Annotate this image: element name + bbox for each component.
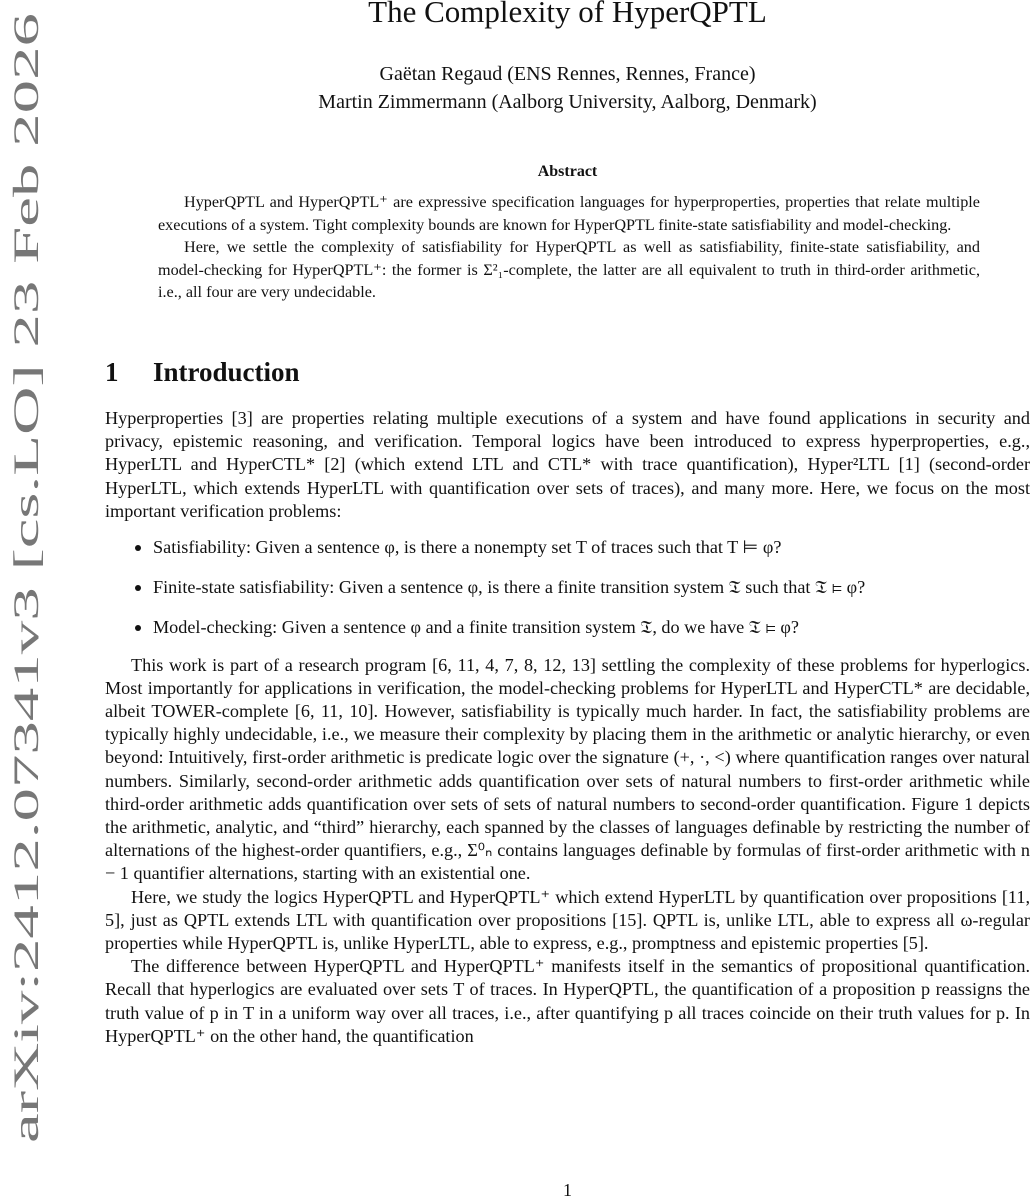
list-item-text: Model-checking: Given a sentence φ and a finite transition system 𝔗, do we have 𝔗 ⊨ φ? [153,617,799,638]
list-item [105,536,1030,559]
bullet-icon [135,625,141,631]
section-number: 1 [105,357,119,387]
problem-list [105,536,1030,640]
body-paragraph: Here, we study the logics HyperQPTL and HyperQPTL⁺ which extend HyperLTL by quantification over propositions [11, 5], just as QPTL extends LTL with quantification over propositions [15]. QPTL is, unlike LTL, able to express all ω-regular properties while HyperQPTL is, unlike HyperLTL, able to express, e.g., promptness and epistemic properties [5]. [105,886,1030,954]
list-item-text: Satisfiability: Given a sentence φ, is there a nonempty set T of traces such that T ⊨ φ? [153,537,782,558]
section-title: Introduction [153,357,300,387]
abstract-paragraph: HyperQPTL and HyperQPTL⁺ are expressive specification languages for hyperproperties, properties that relate multiple executions of a system. Tight complexity bounds are known for HyperQPTL finite-state satisfiability and model-checking. [158,193,980,234]
section-heading [105,357,1030,388]
author-line: Martin Zimmermann (Aalborg University, Aalborg, Denmark) [318,91,817,113]
arxiv-stamp-text: arXiv:2412.07341v3 [cs.LO] 23 Feb 2026 [6,535,46,1143]
list-item [105,616,1030,639]
list-item [105,576,1030,599]
arxiv-stamp-svg [4,0,48,1200]
body-paragraph: This work is part of a research program [6, 11, 4, 7, 8, 12, 13] settling the complexity of these problems for hyperlogics. Most importantly for applications in verification, the model-checking problems for HyperLTL and HyperCTL* are decidable, albeit TOWER-complete [6, 11, 10]. However, satisfiability is typically much harder. In fact, the satisfiability problems are typically highly undecidable, i.e., we measure their complexity by placing them in the arithmetic or analytic hierarchy, or even beyond: Intuitively, first-order arithmetic is predicate logic over the signature (+, ·, <) where quantification ranges over natural numbers. Similarly, second-order arithmetic adds quantification over sets of natural numbers to first-order arithmetic while third-order arithmetic adds quantification over sets of sets of natural numbers to second-order quantification. Figure 1 depicts the arithmetic, analytic, and “third” hierarchy, each spanned by the classes of languages definable by restricting the number of alternations of the highest-order quantifiers, e.g., Σ⁰ₙ contains languages definable by formulas of first-order arithmetic with n − 1 quantifier alternations, starting with an existential one. [105,654,1030,884]
arxiv-stamp [4,0,48,1200]
body-paragraph: Hyperproperties [3] are properties relating multiple executions of a system and have found applications in security and privacy, epistemic reasoning, and verification. Temporal logics have been introduced to express hyperproperties, e.g., HyperLTL and HyperCTL* [2] (which extend LTL and CTL* with trace quantification), Hyper²LTL [1] (second-order HyperLTL, which extends HyperLTL with quantification over sets of traces), and many more. Here, we focus on the most important verification problems: [105,408,1030,521]
paper-title: The Complexity of HyperQPTL [368,0,767,29]
page-number: 1 [563,1180,572,1200]
section-body [105,407,1030,1048]
abstract-paragraph: Here, we settle the complexity of satisfiability for HyperQPTL as well as satisfiability, finite-state satisfiability, and model-checking for HyperQPTL⁺: the former is Σ²₁-complete, the latter are all equivalent to truth in third-order arithmetic, i.e., all four are very undecidable. [158,238,980,301]
list-item-text: Finite-state satisfiability: Given a sentence φ, is there a finite transition system 𝔗 such that 𝔗 ⊨ φ? [153,577,866,598]
abstract-heading: Abstract [537,163,598,180]
author-line: Gaëtan Regaud (ENS Rennes, Rennes, France) [379,63,756,85]
bullet-icon [135,585,141,591]
bullet-icon [135,545,141,551]
abstract-body [158,191,980,304]
body-paragraph: The difference between HyperQPTL and HyperQPTL⁺ manifests itself in the semantics of propositional quantification. Recall that hyperlogics are evaluated over sets T of traces. In HyperQPTL, the quantification of a proposition p reassigns the truth value of p in T in a uniform way over all traces, i.e., after quantifying p all traces coincide on their truth values for p. In HyperQPTL⁺ on the other hand, the quantification [105,956,1030,1046]
author-list [105,60,1030,116]
